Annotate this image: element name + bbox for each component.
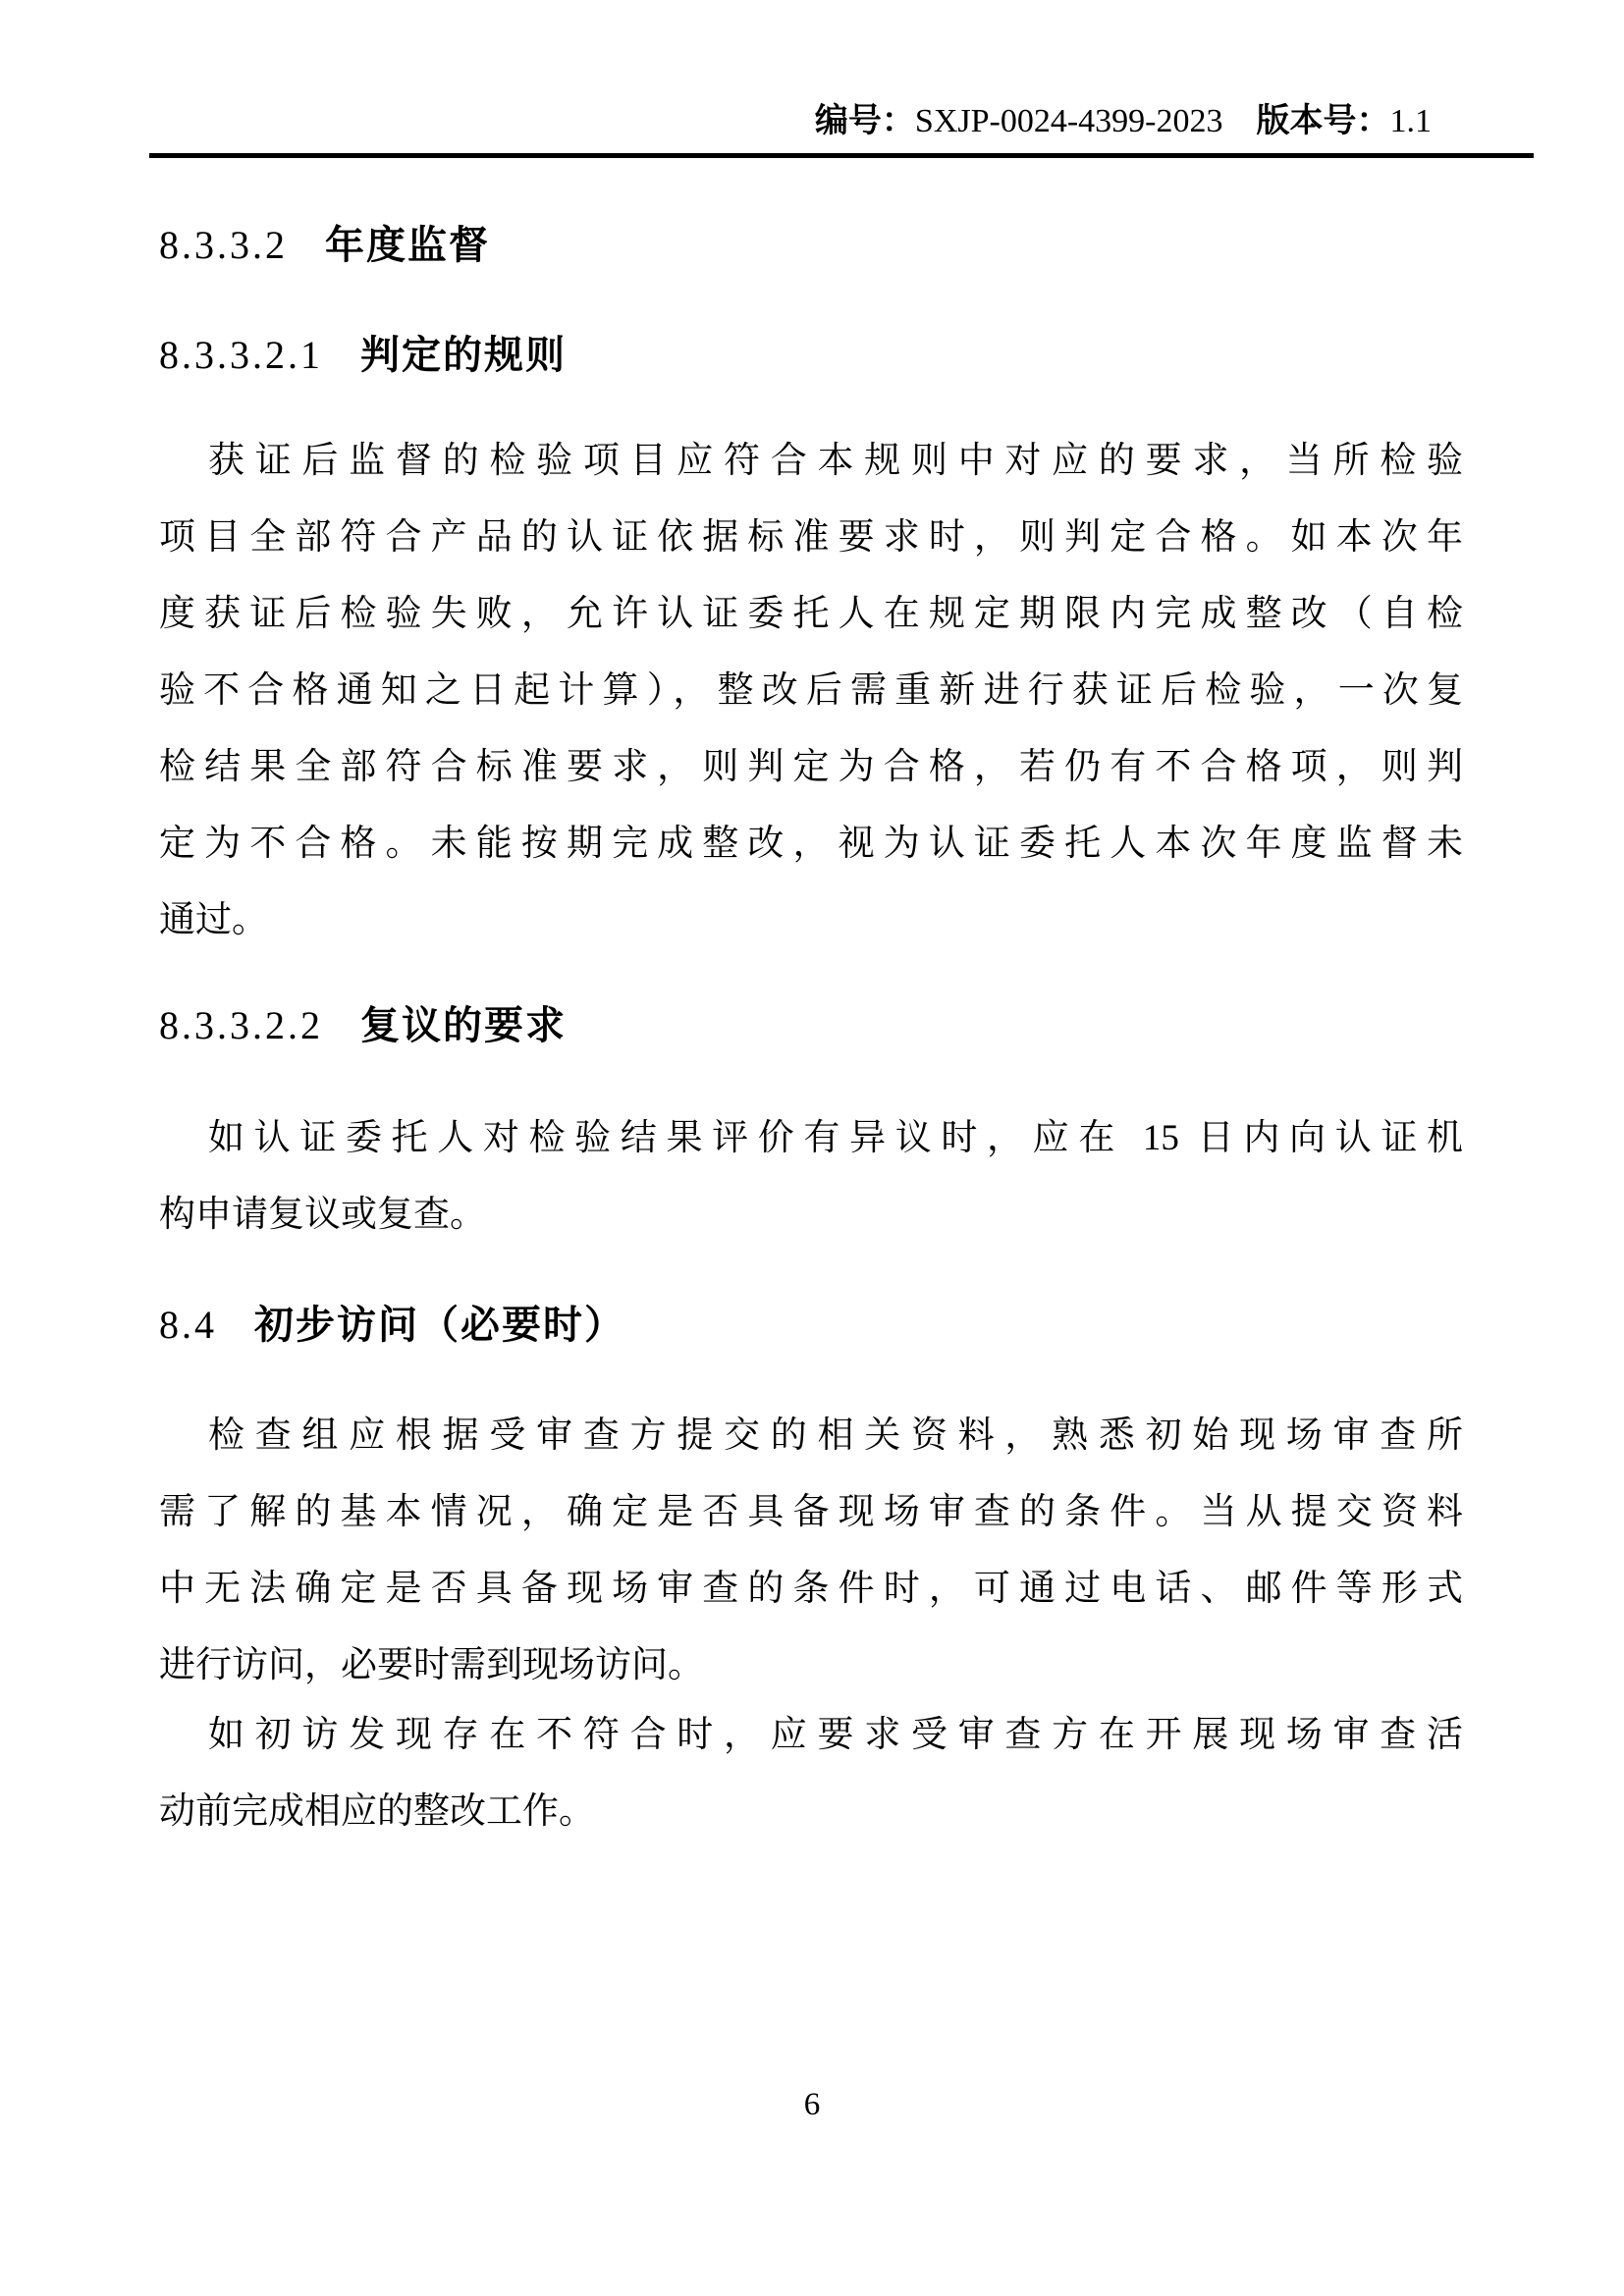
heading-title: 复议的要求 (360, 1004, 567, 1047)
paragraph-initial-visit-findings (159, 1697, 1463, 1850)
paragraph-line: 项目全部符合产品的认证依据标准要求时，则判定合格。如本次年 (159, 517, 1463, 558)
paragraph-line: 构申请复议或复查。 (159, 1195, 486, 1235)
paragraph-line: 度获证后检验失败，允许认证委托人在规定期限内完成整改（自检 (159, 594, 1463, 634)
heading-number: 8.3.3.2.1 (159, 333, 323, 377)
paragraph-line: 进行访问，必要时需到现场访问。 (159, 1645, 704, 1685)
paragraph-line: 如初访发现存在不符合时，应要求受审查方在开展现场审查活 (208, 1715, 1463, 1755)
page-number: 6 (803, 2087, 821, 2122)
paragraph-preliminary-visit (159, 1398, 1463, 1704)
paragraph-line: 通过。 (159, 900, 268, 940)
doc-number-label: 编号： (814, 102, 915, 139)
paragraph-line: 中无法确定是否具备现场审查的条件时，可通过电话、邮件等形式 (159, 1569, 1463, 1609)
paragraph-line: 检查组应根据受审查方提交的相关资料，熟悉初始现场审查所 (208, 1415, 1463, 1456)
section-heading-preliminary-visit (159, 1302, 1463, 1349)
header-divider (149, 153, 1534, 158)
paragraph-judgement-rules (159, 423, 1463, 959)
heading-title: 年度监督 (325, 224, 490, 267)
heading-number: 8.3.3.2 (159, 223, 288, 267)
heading-title: 判定的规则 (360, 334, 567, 377)
paragraph-line: 需了解的基本情况，确定是否具备现场审查的条件。当从提交资料 (159, 1492, 1463, 1532)
heading-title: 初步访问（必要时） (254, 1304, 625, 1347)
paragraph-line: 动前完成相应的整改工作。 (159, 1791, 595, 1832)
section-heading-yearly-supervision (159, 222, 1463, 269)
version-label: 版本号： (1256, 102, 1390, 139)
section-heading-judgement-rules (159, 332, 1463, 379)
paragraph-line: 获证后监督的检验项目应符合本规则中对应的要求，当所检验 (208, 441, 1463, 481)
paragraph-line: 检结果全部符合标准要求，则判定为合格，若仍有不合格项，则判 (159, 747, 1463, 787)
section-heading-review-requirements (159, 1002, 1463, 1049)
version-value: 1.1 (1389, 103, 1432, 139)
heading-number: 8.4 (159, 1303, 217, 1347)
doc-number-value: SXJP-0024-4399-2023 (914, 103, 1223, 139)
paragraph-line: 验不合格通知之日起计算），整改后需重新进行获证后检验，一次复 (159, 670, 1463, 711)
paragraph-review-requirements (159, 1100, 1463, 1254)
paragraph-line: 定为不合格。未能按期完成整改，视为认证委托人本次年度监督未 (159, 824, 1463, 864)
heading-number: 8.3.3.2.2 (159, 1003, 323, 1047)
page-header (815, 98, 1432, 144)
paragraph-line: 如认证委托人对检验结果评价有异议时，应在 15 日内向认证机 (208, 1118, 1463, 1158)
